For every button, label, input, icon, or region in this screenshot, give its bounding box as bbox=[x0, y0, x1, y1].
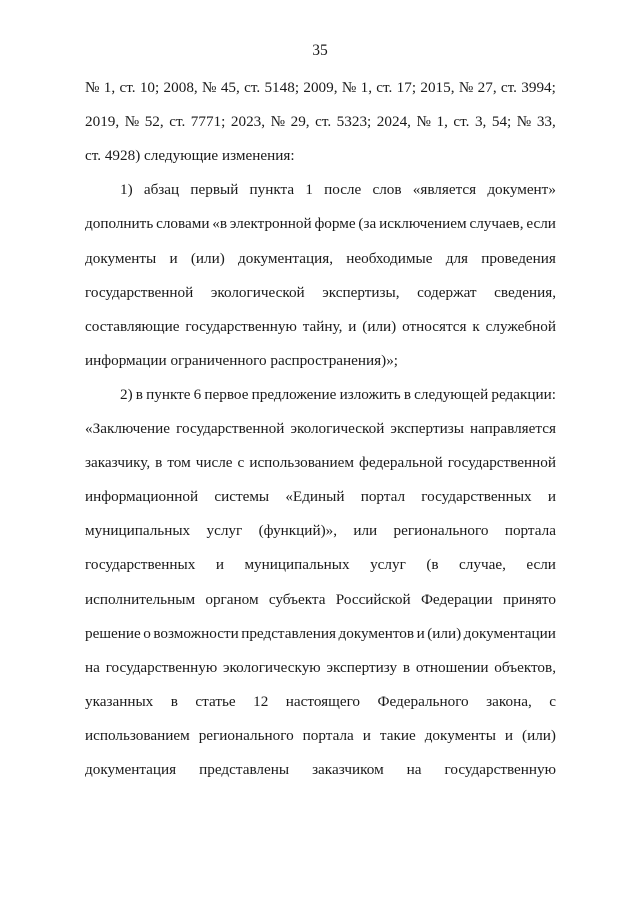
word: 1) bbox=[120, 181, 133, 198]
word: документ» bbox=[487, 181, 556, 198]
word: (за bbox=[358, 215, 377, 232]
text-line bbox=[85, 248, 556, 270]
word: для bbox=[445, 250, 469, 267]
word: если bbox=[526, 215, 556, 232]
word: указанных bbox=[85, 693, 154, 710]
word: экспертизу bbox=[326, 659, 398, 676]
text-line bbox=[85, 725, 556, 747]
word: документации bbox=[463, 625, 556, 642]
text-line: информации ограниченного распространения)»; bbox=[85, 352, 399, 369]
word: услуг bbox=[206, 522, 243, 539]
word: и bbox=[547, 488, 556, 505]
word: первый bbox=[190, 181, 239, 198]
word: изложить bbox=[339, 386, 401, 403]
text-line bbox=[85, 759, 556, 781]
word: Российской bbox=[335, 591, 411, 608]
word: 5323; bbox=[336, 113, 372, 130]
word: № bbox=[85, 79, 100, 96]
word: и bbox=[348, 318, 357, 335]
word: в bbox=[402, 659, 411, 676]
word: № bbox=[270, 113, 286, 130]
word: или bbox=[353, 522, 378, 539]
word: том bbox=[167, 454, 191, 471]
word: исполнительным bbox=[85, 591, 196, 608]
word: документация, bbox=[238, 250, 334, 267]
word: решение bbox=[85, 625, 141, 642]
word: регионального bbox=[393, 522, 489, 539]
word: слов bbox=[372, 181, 402, 198]
word: Федерального bbox=[377, 693, 469, 710]
word: (или) bbox=[362, 318, 397, 335]
word: в bbox=[170, 693, 178, 710]
word: экспертизы, bbox=[322, 284, 400, 301]
word: (или) bbox=[427, 625, 462, 642]
word: содержат bbox=[417, 284, 477, 301]
word: (или) bbox=[190, 250, 225, 267]
word: закона, bbox=[486, 693, 532, 710]
word: № bbox=[416, 113, 431, 130]
word: исключением bbox=[379, 215, 467, 232]
word: составляющие bbox=[85, 318, 180, 335]
word: № bbox=[516, 113, 532, 130]
word: 33, bbox=[536, 113, 556, 130]
word: пункте bbox=[146, 386, 191, 403]
word: дополнить bbox=[85, 215, 154, 232]
word: государственной bbox=[85, 284, 194, 301]
word: 6 bbox=[193, 386, 202, 403]
word: федеральной bbox=[359, 454, 443, 471]
word: портал bbox=[360, 488, 406, 505]
text-line bbox=[85, 486, 556, 508]
word: 2024, bbox=[376, 113, 411, 130]
word: объектов, bbox=[494, 659, 556, 676]
word: «Заключение bbox=[85, 420, 171, 437]
word: пункта bbox=[249, 181, 295, 198]
word: случае, bbox=[459, 556, 506, 573]
word: государственную bbox=[185, 318, 297, 335]
word: числе bbox=[195, 454, 233, 471]
word: 3, bbox=[474, 113, 487, 130]
word: ст. bbox=[315, 113, 332, 130]
word: государственной bbox=[447, 454, 556, 471]
word: системы bbox=[214, 488, 270, 505]
word: на bbox=[406, 761, 422, 778]
text-line bbox=[85, 452, 556, 474]
text-line bbox=[85, 520, 556, 542]
word: первое bbox=[204, 386, 249, 403]
word: ст. bbox=[376, 79, 393, 96]
word: и bbox=[504, 727, 514, 744]
word: электронной bbox=[229, 215, 312, 232]
text-line bbox=[85, 316, 556, 338]
word: «Единый bbox=[285, 488, 345, 505]
word: 2015, bbox=[420, 79, 455, 96]
word: в bbox=[135, 386, 143, 403]
word: и bbox=[416, 625, 425, 642]
word: документация bbox=[85, 761, 177, 778]
word: словами bbox=[156, 215, 210, 232]
word: № bbox=[202, 79, 217, 96]
word: и bbox=[169, 250, 178, 267]
word: ст. bbox=[244, 79, 261, 96]
text-line bbox=[85, 554, 556, 576]
text-line bbox=[85, 213, 556, 235]
word: с bbox=[549, 693, 556, 710]
word: ст. bbox=[453, 113, 470, 130]
word: относятся bbox=[402, 318, 467, 335]
text-line bbox=[85, 691, 556, 713]
text-line bbox=[120, 384, 556, 406]
word: портала bbox=[504, 522, 556, 539]
word: форме bbox=[314, 215, 356, 232]
word: проведения bbox=[481, 250, 556, 267]
word: муниципальных bbox=[244, 556, 350, 573]
word: услуг bbox=[370, 556, 406, 573]
word: 52, bbox=[144, 113, 164, 130]
word: государственную bbox=[444, 761, 556, 778]
word: ст. bbox=[169, 113, 186, 130]
word: статье bbox=[195, 693, 236, 710]
word: представления bbox=[241, 625, 337, 642]
word: 7771; bbox=[190, 113, 226, 130]
word: 29, bbox=[290, 113, 310, 130]
word: использованием bbox=[249, 454, 355, 471]
word: принято bbox=[502, 591, 556, 608]
word: редакции: bbox=[491, 386, 556, 403]
word: 12 bbox=[253, 693, 269, 710]
word: 45, bbox=[220, 79, 240, 96]
word: на bbox=[85, 659, 100, 676]
word: документы bbox=[85, 250, 157, 267]
word: ст. bbox=[500, 79, 517, 96]
word: и bbox=[362, 727, 371, 744]
word: государственных bbox=[421, 488, 532, 505]
word: и bbox=[215, 556, 224, 573]
word: в bbox=[155, 454, 163, 471]
word: № bbox=[341, 79, 357, 96]
page-number: 35 bbox=[312, 42, 328, 59]
word: 10; bbox=[139, 79, 160, 96]
word: случаев, bbox=[469, 215, 524, 232]
word: 2009, bbox=[303, 79, 338, 96]
word: такие bbox=[379, 727, 416, 744]
word: экологической bbox=[210, 284, 305, 301]
text-line bbox=[120, 179, 556, 201]
word: заказчику, bbox=[85, 454, 151, 471]
word: заказчиком bbox=[312, 761, 384, 778]
word: возможности bbox=[153, 625, 239, 642]
word: направляется bbox=[470, 420, 556, 437]
text-line bbox=[85, 282, 556, 304]
word: 1, bbox=[360, 79, 372, 96]
word: предложение bbox=[251, 386, 337, 403]
word: документов bbox=[338, 625, 415, 642]
word: 54; bbox=[491, 113, 512, 130]
word: 2023, bbox=[230, 113, 266, 130]
word: 1, bbox=[436, 113, 448, 130]
word: следующей bbox=[414, 386, 489, 403]
word: отношении bbox=[415, 659, 489, 676]
word: муниципальных bbox=[85, 522, 191, 539]
word: после bbox=[324, 181, 362, 198]
word: государственной bbox=[176, 420, 285, 437]
word: 17; bbox=[396, 79, 417, 96]
word: в bbox=[403, 386, 411, 403]
word: настоящего bbox=[285, 693, 361, 710]
word: органом bbox=[205, 591, 259, 608]
word: № bbox=[458, 79, 474, 96]
text-line: ст. 4928) следующие изменения: bbox=[85, 147, 295, 164]
word: о bbox=[143, 625, 151, 642]
word: «является bbox=[412, 181, 477, 198]
text-line bbox=[85, 418, 556, 440]
text-line bbox=[85, 77, 556, 99]
word: регионального bbox=[198, 727, 294, 744]
word: 2019, bbox=[85, 113, 120, 130]
word: 2) bbox=[120, 386, 133, 403]
word: абзац bbox=[143, 181, 180, 198]
word: необходимые bbox=[346, 250, 433, 267]
word: (в bbox=[426, 556, 439, 573]
word: субъекта bbox=[268, 591, 326, 608]
word: ст. bbox=[119, 79, 136, 96]
word: к bbox=[472, 318, 480, 335]
word: использованием bbox=[85, 727, 190, 744]
word: 1 bbox=[305, 181, 313, 198]
text-line bbox=[85, 657, 556, 679]
word: представлены bbox=[199, 761, 290, 778]
word: экспертизы bbox=[390, 420, 464, 437]
word: (или) bbox=[522, 727, 556, 744]
word: документы bbox=[424, 727, 496, 744]
text-line bbox=[85, 589, 556, 611]
text-line bbox=[85, 623, 556, 645]
word: государственных bbox=[85, 556, 196, 573]
word: Федерации bbox=[420, 591, 493, 608]
text-line bbox=[85, 111, 556, 133]
word: «в bbox=[212, 215, 228, 232]
word: служебной bbox=[485, 318, 556, 335]
word: если bbox=[526, 556, 556, 573]
word: экологической bbox=[290, 420, 385, 437]
word: 5148; bbox=[264, 79, 300, 96]
word: государственную bbox=[105, 659, 218, 676]
word: 27, bbox=[477, 79, 497, 96]
word: экологическую bbox=[223, 659, 321, 676]
word: (функций)», bbox=[258, 522, 338, 539]
word: с bbox=[237, 454, 245, 471]
word: 3994; bbox=[521, 79, 556, 96]
word: портала bbox=[302, 727, 354, 744]
word: 2008, bbox=[163, 79, 198, 96]
word: сведения, bbox=[494, 284, 556, 301]
word: № bbox=[124, 113, 140, 130]
word: информационной bbox=[85, 488, 199, 505]
word: тайну, bbox=[302, 318, 343, 335]
word: 1, bbox=[103, 79, 116, 96]
